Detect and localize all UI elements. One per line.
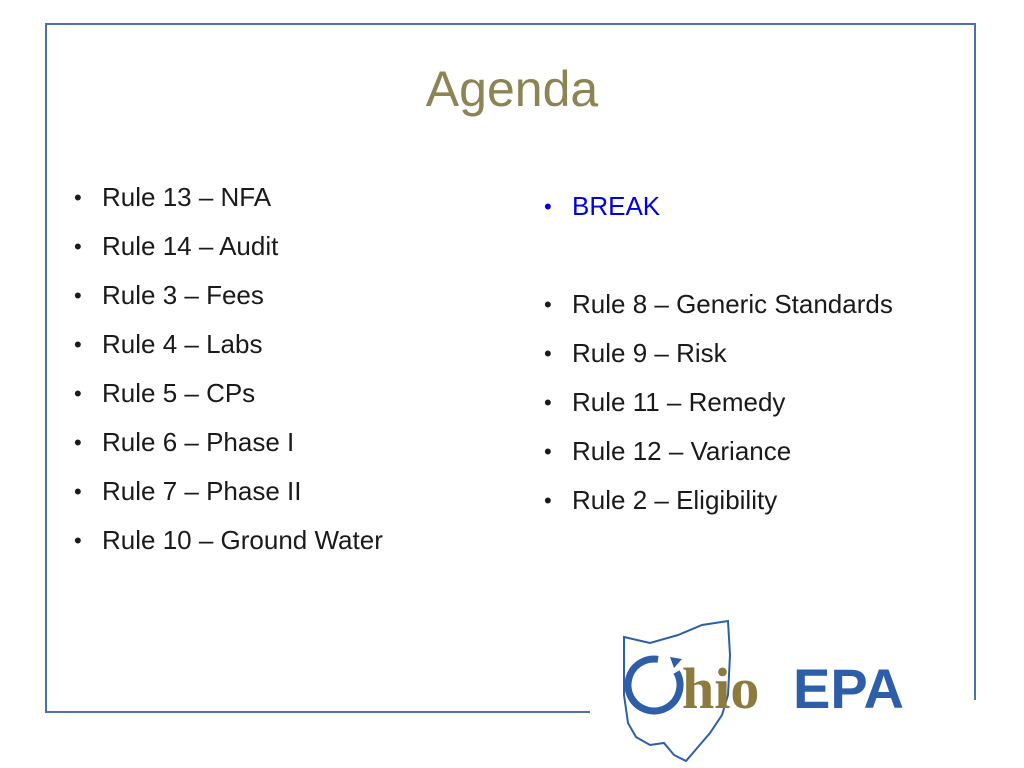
bullet-icon: •	[74, 185, 82, 210]
list-item	[532, 280, 893, 329]
ohio-epa-logo	[590, 615, 970, 765]
logo-text-ohio: hio	[682, 656, 760, 721]
list-item-label: Rule 9 – Risk	[572, 338, 727, 368]
list-item-label: Rule 13 – NFA	[102, 182, 272, 212]
bullet-icon: •	[74, 528, 82, 553]
list-item	[532, 329, 893, 378]
list-item	[532, 427, 893, 476]
list-item-label: Rule 12 – Variance	[572, 436, 792, 466]
list-item-label: Rule 3 – Fees	[102, 280, 264, 310]
list-spacer	[532, 231, 893, 280]
list-item-label: Rule 2 – Eligibility	[572, 485, 778, 515]
o-arrow-icon	[670, 657, 682, 668]
bullet-icon: •	[544, 341, 552, 366]
agenda-left-list	[62, 173, 383, 565]
list-item	[62, 418, 383, 467]
list-item-label: Rule 10 – Ground Water	[102, 525, 383, 555]
agenda-right-list	[532, 182, 893, 525]
list-item	[532, 378, 893, 427]
list-item-label: Rule 6 – Phase I	[102, 427, 295, 457]
bullet-icon: •	[74, 430, 82, 455]
bullet-icon: •	[544, 292, 552, 317]
list-item	[62, 271, 383, 320]
list-item-label: Rule 8 – Generic Standards	[572, 289, 893, 319]
slide-title: Agenda	[425, 61, 599, 117]
bullet-icon: •	[544, 194, 552, 219]
list-item	[62, 173, 383, 222]
list-item-label: Rule 14 – Audit	[102, 231, 279, 261]
list-item-break	[532, 182, 893, 231]
bullet-icon: •	[74, 283, 82, 308]
bullet-icon: •	[544, 390, 552, 415]
bullet-icon: •	[74, 479, 82, 504]
list-item-label: Rule 5 – CPs	[102, 378, 256, 408]
list-item	[62, 467, 383, 516]
bullet-icon: •	[74, 332, 82, 357]
bullet-icon: •	[544, 439, 552, 464]
list-item-label: Rule 4 – Labs	[102, 329, 263, 359]
bullet-icon: •	[74, 234, 82, 259]
list-item	[62, 320, 383, 369]
list-item	[62, 369, 383, 418]
list-item-label: Rule 7 – Phase II	[102, 476, 302, 506]
logo-text-epa: EPA	[793, 657, 904, 720]
bullet-icon: •	[74, 381, 82, 406]
list-item-label: Rule 11 – Remedy	[572, 387, 786, 417]
break-label: BREAK	[572, 191, 661, 221]
bullet-icon: •	[544, 488, 552, 513]
list-item	[62, 222, 383, 271]
list-item	[62, 516, 383, 565]
list-item	[532, 476, 893, 525]
